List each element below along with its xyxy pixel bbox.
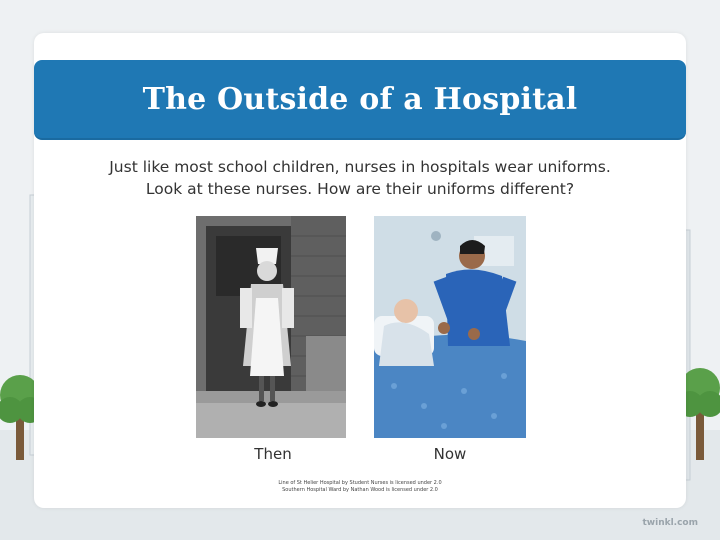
nurse-then-photo (196, 216, 346, 438)
title-banner (34, 60, 686, 140)
intro-line-1: Just like most school children, nurses in hospitals wear uniforms. (109, 158, 611, 176)
credit-line-1: Line of St Helier Hospital by Student Nurses is licensed under 2.0 (278, 480, 442, 486)
now-caption: Now (433, 445, 467, 463)
intro-text (60, 156, 660, 200)
page-title: The Outside of a Hospital (142, 81, 578, 117)
image-credits (210, 480, 510, 494)
nurse-now-photo (374, 216, 526, 438)
credit-line-2: Southern Hospital Ward by Nathan Wood is licensed under 2.0 (282, 487, 438, 493)
brand-watermark: twinkl.com (642, 518, 698, 528)
then-caption: Then (254, 445, 292, 463)
intro-line-2: Look at these nurses. How are their uniforms different? (145, 180, 575, 198)
